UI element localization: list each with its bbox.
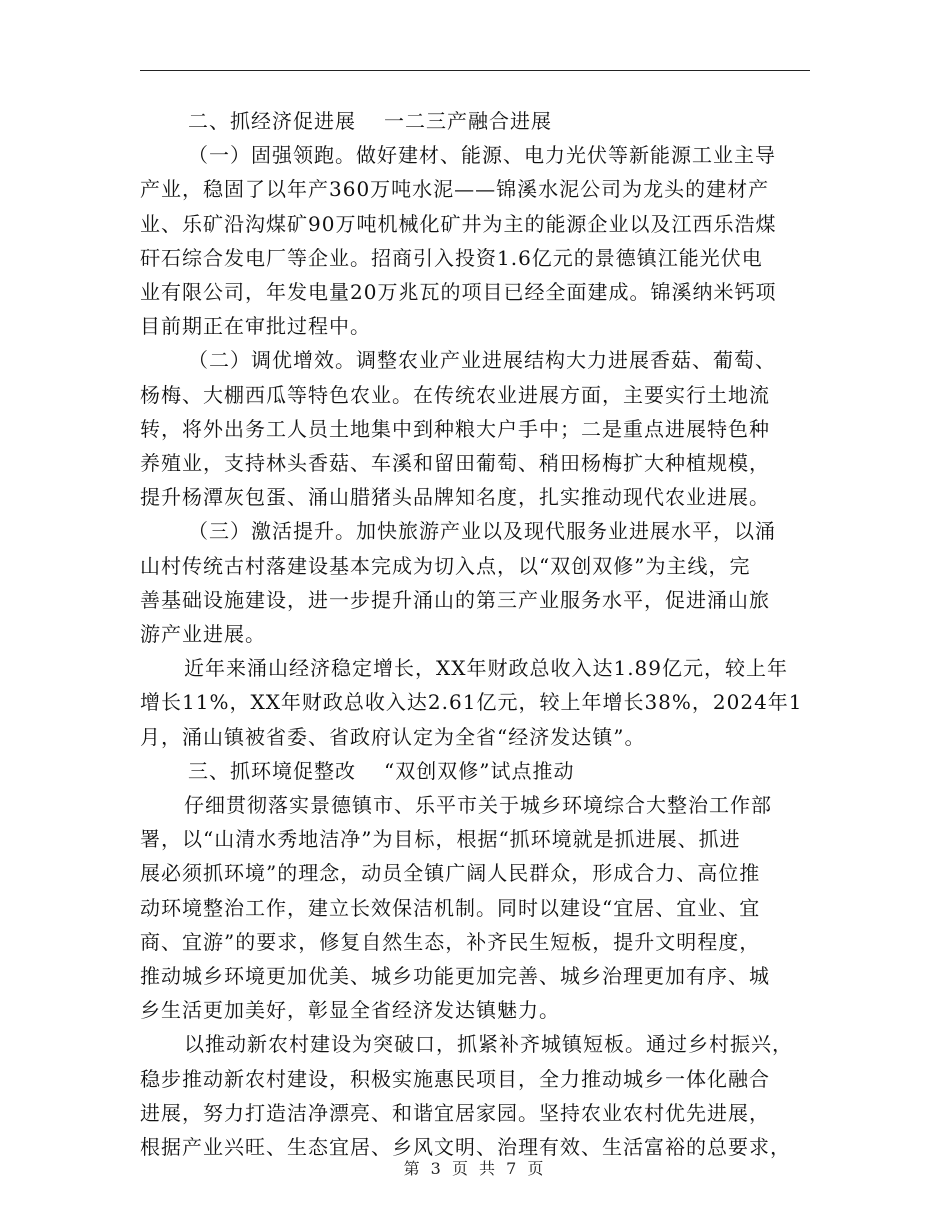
- text-line: 业有限公司，年发电量20万兆瓦的项目已经全面建成。锦溪纳米钙项: [140, 280, 777, 305]
- heading-title: 二、抓经济促进展: [188, 109, 356, 133]
- heading-title: 三、抓环境促整改: [188, 758, 356, 783]
- text-line: 杨梅、大棚西瓜等特色农业。在传统农业进展方面，主要实行土地流: [140, 382, 770, 407]
- text-line: 推动城乡环境更加优美、城乡功能更加完善、城乡治理更加有序、城: [140, 964, 770, 989]
- paragraph: [140, 343, 810, 514]
- paragraph: [140, 651, 810, 754]
- text-line: （三）激活提升。加快旅游产业以及现代服务业进展水平，以涌: [188, 519, 776, 544]
- text-line: 养殖业，支持林头香菇、车溪和留田葡萄、稍田杨梅扩大种植规模，: [140, 451, 770, 476]
- text-line: （一）固强领跑。做好建材、能源、电力光伏等新能源工业主导: [188, 143, 776, 168]
- text-line: 产业，稳固了以年产360万吨水泥——锦溪水泥公司为龙头的建材产: [140, 177, 770, 202]
- text-line: 月，涌山镇被省委、省政府认定为全省“经济发达镇”。: [140, 724, 646, 749]
- section-heading: [140, 754, 810, 788]
- text-line: 仔细贯彻落实景德镇市、乐平市关于城乡环境综合大整治工作部: [184, 793, 772, 818]
- text-line: 矸石综合发电厂等企业。招商引入投资1.6亿元的景德镇江能光伏电: [140, 245, 763, 270]
- paragraph: [140, 514, 810, 651]
- page-footer: 第 3 页 共 7 页: [403, 1159, 547, 1178]
- text-line: 乡生活更加美好，彰显全省经济发达镇魅力。: [140, 998, 560, 1023]
- heading-subtitle: “双创双修”试点推动: [384, 758, 575, 783]
- text-line: 提升杨潭灰包蛋、涌山腊猪头品牌知名度，扎实推动现代农业进展。: [140, 485, 770, 510]
- text-line: 进展，努力打造洁净漂亮、和谐宜居家园。坚持农业农村优先进展，: [140, 1100, 770, 1125]
- text-line: 游产业进展。: [140, 622, 266, 647]
- text-line: 展必须抓环境”的理念，动员全镇广阔人民群众，形成合力、高位推: [140, 861, 761, 886]
- text-line: 近年来涌山经济稳定增长，XX年财政总收入达1.89亿元，较上年: [184, 656, 789, 681]
- text-line: 商、宜游”的要求，修复自然生态，补齐民生短板，提升文明程度，: [140, 929, 761, 954]
- section-heading: [140, 104, 810, 138]
- header-rule: [140, 70, 810, 71]
- text-line: 增长11%，XX年财政总收入达2.61亿元，较上年增长38%，2024年1: [140, 690, 803, 715]
- text-line: 稳步推动新农村建设，积极实施惠民项目，全力推动城乡一体化融合: [140, 1066, 770, 1091]
- paragraph: [140, 1027, 810, 1164]
- text-line: 以推动新农村建设为突破口，抓紧补齐城镇短板。通过乡村振兴，: [184, 1032, 793, 1057]
- paragraph: [140, 788, 810, 1027]
- text-line: 业、乐矿沿沟煤矿90万吨机械化矿井为主的能源企业以及江西乐浩煤: [140, 211, 777, 236]
- text-line: 根据产业兴旺、生态宜居、乡风文明、治理有效、生活富裕的总要求，: [140, 1135, 791, 1160]
- text-line: 转，将外出务工人员土地集中到种粮大户手中；二是重点进展特色种: [140, 416, 770, 441]
- paragraph: [140, 138, 810, 343]
- text-line: 目前期正在审批过程中。: [140, 314, 371, 339]
- text-line: 善基础设施建设，进一步提升涌山的第三产业服务水平，促进涌山旅: [140, 587, 770, 612]
- heading-subtitle: 一二三产融合进展: [384, 109, 552, 133]
- text-line: 动环境整治工作，建立长效保洁机制。同时以建设“宜居、宜业、宜: [140, 895, 761, 920]
- text-line: 山村传统古村落建设基本完成为切入点，以“双创双修”为主线，完: [140, 553, 751, 578]
- text-line: （二）调优增效。调整农业产业进展结构大力进展香菇、葡萄、: [188, 348, 776, 373]
- text-line: 署，以“山清水秀地洁净”为目标，根据“抓环境就是抓进展、抓进: [140, 827, 741, 852]
- document-body: [140, 104, 810, 1164]
